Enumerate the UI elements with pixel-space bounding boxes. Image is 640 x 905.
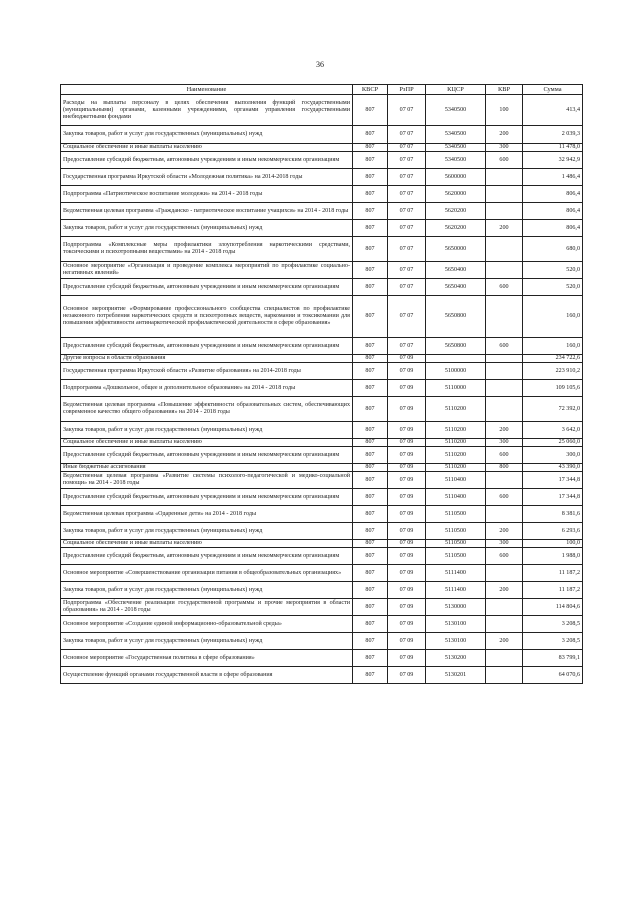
table-row xyxy=(61,355,583,363)
row-kcsr: 5110200 xyxy=(426,464,486,472)
row-kvsr: 807 xyxy=(353,472,388,489)
row-kvr: 600 xyxy=(486,279,523,296)
row-rzpr: 07 07 xyxy=(388,152,426,169)
table-row xyxy=(61,338,583,355)
row-kvsr: 807 xyxy=(353,262,388,279)
row-sum: 680,0 xyxy=(523,237,583,262)
row-kvsr: 807 xyxy=(353,169,388,186)
row-kvsr: 807 xyxy=(353,422,388,439)
row-kcsr xyxy=(426,355,486,363)
row-kcsr: 5111400 xyxy=(426,565,486,582)
header-rzpr: РзПР xyxy=(388,85,426,95)
row-kvr: 600 xyxy=(486,489,523,506)
table-row xyxy=(61,220,583,237)
row-rzpr: 07 07 xyxy=(388,186,426,203)
row-sum: 32 942,9 xyxy=(523,152,583,169)
table-row xyxy=(61,144,583,152)
row-kvsr: 807 xyxy=(353,220,388,237)
table-row xyxy=(61,95,583,126)
row-kvr xyxy=(486,380,523,397)
header-kvsr: КВСР xyxy=(353,85,388,95)
row-name: Социальное обеспечение и иные выплаты населению xyxy=(61,439,353,447)
row-kcsr: 5110500 xyxy=(426,523,486,540)
row-name: Ведомственная целевая программа «Развитие системы психолого-педагогической и медико-социальной помощи» на 2014 - 2018 годы xyxy=(61,472,353,489)
row-kvr xyxy=(486,667,523,684)
table-row xyxy=(61,523,583,540)
row-rzpr: 07 07 xyxy=(388,338,426,355)
row-name: Основное мероприятие «Государственная политика в сфере образования» xyxy=(61,650,353,667)
row-kvr xyxy=(486,472,523,489)
row-sum: 43 390,0 xyxy=(523,464,583,472)
header-kcsr: КЦСР xyxy=(426,85,486,95)
row-sum: 1 486,4 xyxy=(523,169,583,186)
row-sum: 520,0 xyxy=(523,262,583,279)
row-kvr: 200 xyxy=(486,220,523,237)
row-sum: 223 910,2 xyxy=(523,363,583,380)
row-kcsr: 5340500 xyxy=(426,152,486,169)
row-rzpr: 07 09 xyxy=(388,548,426,565)
row-rzpr: 07 09 xyxy=(388,380,426,397)
table-row xyxy=(61,472,583,489)
table-row xyxy=(61,397,583,422)
row-kcsr: 5110400 xyxy=(426,489,486,506)
row-sum: 520,0 xyxy=(523,279,583,296)
table-row xyxy=(61,262,583,279)
header-sum: Сумма xyxy=(523,85,583,95)
row-rzpr: 07 07 xyxy=(388,169,426,186)
row-kvsr: 807 xyxy=(353,338,388,355)
row-kvsr: 807 xyxy=(353,506,388,523)
row-sum: 3 208,5 xyxy=(523,616,583,633)
row-kvsr: 807 xyxy=(353,540,388,548)
row-kvsr: 807 xyxy=(353,633,388,650)
row-rzpr: 07 09 xyxy=(388,599,426,616)
row-sum: 109 105,6 xyxy=(523,380,583,397)
row-sum: 806,4 xyxy=(523,203,583,220)
row-kcsr: 5130100 xyxy=(426,616,486,633)
row-sum: 300,0 xyxy=(523,447,583,464)
row-rzpr: 07 09 xyxy=(388,616,426,633)
row-name: Предоставление субсидий бюджетным, автономным учреждениям и иным некоммерческим организациям xyxy=(61,548,353,565)
row-kvr xyxy=(486,616,523,633)
row-kvr: 200 xyxy=(486,633,523,650)
row-kvr: 300 xyxy=(486,439,523,447)
row-name: Основное мероприятие «Организация и проведение комплекса мероприятий по профилактике социально-негативных явлений» xyxy=(61,262,353,279)
table-row xyxy=(61,540,583,548)
row-name: Закупка товаров, работ и услуг для государственных (муниципальных) нужд xyxy=(61,582,353,599)
table-row xyxy=(61,582,583,599)
row-sum: 6 293,6 xyxy=(523,523,583,540)
row-rzpr: 07 07 xyxy=(388,237,426,262)
row-sum: 11 187,2 xyxy=(523,565,583,582)
row-name: Подпрограмма «Комплексные меры профилактики злоупотребления наркотическими средствами, токсическими и психотропными веществами» на 2014 - 2018 годы xyxy=(61,237,353,262)
table-row xyxy=(61,447,583,464)
row-kvsr: 807 xyxy=(353,582,388,599)
row-name: Ведомственная целевая программа «Одаренные дети» на 2014 - 2018 годы xyxy=(61,506,353,523)
row-sum: 72 392,0 xyxy=(523,397,583,422)
row-rzpr: 07 07 xyxy=(388,262,426,279)
row-kcsr: 5620200 xyxy=(426,220,486,237)
row-kvr xyxy=(486,203,523,220)
row-kvr xyxy=(486,397,523,422)
row-rzpr: 07 09 xyxy=(388,506,426,523)
row-sum: 100,0 xyxy=(523,540,583,548)
row-name: Основное мероприятие «Формирование профессионального сообщества специалистов по профилактике незаконного потребления наркотических средств и психотропных веществ, наркомании и токсикомании для повышения эффективности антинаркотической профилактической деятельности в сфере образования» xyxy=(61,296,353,338)
row-name: Закупка товаров, работ и услуг для государственных (муниципальных) нужд xyxy=(61,523,353,540)
row-kvr: 200 xyxy=(486,422,523,439)
row-kcsr: 5100000 xyxy=(426,363,486,380)
row-name: Предоставление субсидий бюджетным, автономным учреждениям и иным некоммерческим организациям xyxy=(61,152,353,169)
row-kvr xyxy=(486,599,523,616)
table-row xyxy=(61,464,583,472)
row-sum: 8 381,6 xyxy=(523,506,583,523)
row-sum: 1 988,0 xyxy=(523,548,583,565)
row-sum: 17 344,8 xyxy=(523,472,583,489)
row-sum: 413,4 xyxy=(523,95,583,126)
row-rzpr: 07 07 xyxy=(388,296,426,338)
row-kvsr: 807 xyxy=(353,548,388,565)
row-kvsr: 807 xyxy=(353,489,388,506)
row-sum: 160,0 xyxy=(523,338,583,355)
row-kvr xyxy=(486,169,523,186)
row-kvsr: 807 xyxy=(353,616,388,633)
row-sum: 11 187,2 xyxy=(523,582,583,599)
row-kcsr: 5340500 xyxy=(426,126,486,144)
row-sum: 25 060,0 xyxy=(523,439,583,447)
row-sum: 2 039,3 xyxy=(523,126,583,144)
row-sum: 806,4 xyxy=(523,220,583,237)
row-kvr: 300 xyxy=(486,540,523,548)
row-kcsr: 5130200 xyxy=(426,650,486,667)
row-kcsr: 5110500 xyxy=(426,506,486,523)
row-sum: 11 478,0 xyxy=(523,144,583,152)
row-kvsr: 807 xyxy=(353,523,388,540)
row-kcsr: 5130201 xyxy=(426,667,486,684)
table-row xyxy=(61,363,583,380)
row-kcsr: 5620200 xyxy=(426,203,486,220)
row-kcsr: 5110200 xyxy=(426,397,486,422)
row-kcsr: 5600000 xyxy=(426,169,486,186)
row-rzpr: 07 09 xyxy=(388,447,426,464)
row-kvsr: 807 xyxy=(353,650,388,667)
page-number: 36 xyxy=(316,60,324,69)
row-name: Закупка товаров, работ и услуг для государственных (муниципальных) нужд xyxy=(61,220,353,237)
row-sum: 3 642,0 xyxy=(523,422,583,439)
table-row xyxy=(61,633,583,650)
row-kvsr: 807 xyxy=(353,237,388,262)
row-sum: 83 799,1 xyxy=(523,650,583,667)
row-sum: 806,4 xyxy=(523,186,583,203)
table-row xyxy=(61,506,583,523)
row-kvr: 200 xyxy=(486,582,523,599)
row-rzpr: 07 09 xyxy=(388,650,426,667)
row-rzpr: 07 09 xyxy=(388,667,426,684)
table-row xyxy=(61,126,583,144)
row-name: Закупка товаров, работ и услуг для государственных (муниципальных) нужд xyxy=(61,126,353,144)
row-rzpr: 07 09 xyxy=(388,422,426,439)
row-name: Предоставление субсидий бюджетным, автономным учреждениям и иным некоммерческим организациям xyxy=(61,279,353,296)
row-rzpr: 07 07 xyxy=(388,203,426,220)
row-kcsr: 5110200 xyxy=(426,422,486,439)
row-sum: 114 804,6 xyxy=(523,599,583,616)
row-kcsr: 5650800 xyxy=(426,338,486,355)
row-kvr xyxy=(486,262,523,279)
row-kvr xyxy=(486,355,523,363)
row-rzpr: 07 09 xyxy=(388,355,426,363)
row-kvsr: 807 xyxy=(353,152,388,169)
row-name: Подпрограмма «Дошкольное, общее и дополнительное образование» на 2014 - 2018 годы xyxy=(61,380,353,397)
table-row xyxy=(61,439,583,447)
row-kcsr: 5340500 xyxy=(426,95,486,126)
row-kcsr: 5650800 xyxy=(426,296,486,338)
table-row xyxy=(61,380,583,397)
header-name: Наименование xyxy=(61,85,353,95)
row-kvsr: 807 xyxy=(353,279,388,296)
row-sum: 160,0 xyxy=(523,296,583,338)
row-kvsr: 807 xyxy=(353,363,388,380)
row-kvsr: 807 xyxy=(353,565,388,582)
row-name: Основное мероприятие «Создание единой информационно-образовательной среды» xyxy=(61,616,353,633)
row-kvsr: 807 xyxy=(353,203,388,220)
row-kcsr: 5650000 xyxy=(426,237,486,262)
row-kvr: 600 xyxy=(486,548,523,565)
header-kvr: КВР xyxy=(486,85,523,95)
row-name: Закупка товаров, работ и услуг для государственных (муниципальных) нужд xyxy=(61,633,353,650)
row-kvr xyxy=(486,650,523,667)
row-kcsr: 5111400 xyxy=(426,582,486,599)
table-row xyxy=(61,667,583,684)
row-name: Иные бюджетные ассигнования xyxy=(61,464,353,472)
table-row xyxy=(61,279,583,296)
row-name: Закупка товаров, работ и услуг для государственных (муниципальных) нужд xyxy=(61,422,353,439)
row-kcsr: 5110000 xyxy=(426,380,486,397)
row-sum: 3 208,5 xyxy=(523,633,583,650)
row-kvsr: 807 xyxy=(353,397,388,422)
row-name: Предоставление субсидий бюджетным, автономным учреждениям и иным некоммерческим организациям xyxy=(61,338,353,355)
row-name: Осуществление функций органами государственной власти в сфере образования xyxy=(61,667,353,684)
row-rzpr: 07 07 xyxy=(388,95,426,126)
row-kcsr: 5110400 xyxy=(426,472,486,489)
table-row xyxy=(61,422,583,439)
row-kcsr: 5110200 xyxy=(426,447,486,464)
row-kvsr: 807 xyxy=(353,667,388,684)
row-kcsr: 5620000 xyxy=(426,186,486,203)
row-kcsr: 5110500 xyxy=(426,548,486,565)
table-row xyxy=(61,565,583,582)
row-kcsr: 5650400 xyxy=(426,279,486,296)
row-kvr xyxy=(486,363,523,380)
row-kvsr: 807 xyxy=(353,447,388,464)
row-kcsr: 5110200 xyxy=(426,439,486,447)
row-kvsr: 807 xyxy=(353,296,388,338)
table-row xyxy=(61,169,583,186)
table-row xyxy=(61,186,583,203)
row-kcsr: 5130000 xyxy=(426,599,486,616)
row-kvsr: 807 xyxy=(353,144,388,152)
row-kvsr: 807 xyxy=(353,186,388,203)
row-kvsr: 807 xyxy=(353,380,388,397)
row-kvr xyxy=(486,186,523,203)
row-rzpr: 07 09 xyxy=(388,363,426,380)
table-row xyxy=(61,203,583,220)
row-rzpr: 07 09 xyxy=(388,472,426,489)
row-kvsr: 807 xyxy=(353,464,388,472)
row-kcsr: 5130100 xyxy=(426,633,486,650)
row-kvr: 200 xyxy=(486,523,523,540)
row-rzpr: 07 09 xyxy=(388,397,426,422)
row-kvr xyxy=(486,506,523,523)
row-kvsr: 807 xyxy=(353,599,388,616)
row-sum: 17 344,8 xyxy=(523,489,583,506)
row-kvr: 600 xyxy=(486,152,523,169)
row-name: Государственная программа Иркутской области «Молодежная политика» на 2014-2018 годы xyxy=(61,169,353,186)
row-name: Подпрограмма «Обеспечение реализации государственной программы и прочие мероприятия в области образования» на 2014 - 2018 годы xyxy=(61,599,353,616)
row-kvr: 800 xyxy=(486,464,523,472)
row-rzpr: 07 07 xyxy=(388,279,426,296)
table-row xyxy=(61,489,583,506)
row-rzpr: 07 09 xyxy=(388,523,426,540)
row-kcsr: 5650400 xyxy=(426,262,486,279)
table-header-row xyxy=(61,85,583,95)
row-kvr xyxy=(486,296,523,338)
row-kvsr: 807 xyxy=(353,355,388,363)
table-row xyxy=(61,296,583,338)
row-kvr: 600 xyxy=(486,338,523,355)
row-name: Ведомственная целевая программа «Повышение эффективности образовательных систем, обеспечивающих современное качество общего образования» на 2014 - 2018 годы xyxy=(61,397,353,422)
row-kcsr: 5340500 xyxy=(426,144,486,152)
row-kvr: 300 xyxy=(486,144,523,152)
row-kvr: 600 xyxy=(486,447,523,464)
row-kvr: 200 xyxy=(486,126,523,144)
row-name: Расходы на выплаты персоналу в целях обеспечения выполнения функций государственными (муниципальными) органами, казенными учреждениями, органами управления государственными внебюджетными фондами xyxy=(61,95,353,126)
row-rzpr: 07 09 xyxy=(388,540,426,548)
row-kvsr: 807 xyxy=(353,95,388,126)
table-row xyxy=(61,650,583,667)
row-sum: 234 722,6 xyxy=(523,355,583,363)
row-name: Подпрограмма «Патриотическое воспитание молодежи» на 2014 - 2018 годы xyxy=(61,186,353,203)
budget-table xyxy=(60,84,583,684)
row-name: Государственная программа Иркутской области «Развитие образования» на 2014-2018 годы xyxy=(61,363,353,380)
row-name: Ведомственная целевая программа «Гражданско - патриотическое воспитание учащихся» на 2014 - 2018 годы xyxy=(61,203,353,220)
row-kvr xyxy=(486,237,523,262)
table-row xyxy=(61,152,583,169)
row-name: Основное мероприятие «Совершенствование организации питания в общеобразовательных организациях» xyxy=(61,565,353,582)
row-kvsr: 807 xyxy=(353,439,388,447)
table-row xyxy=(61,599,583,616)
row-sum: 64 070,6 xyxy=(523,667,583,684)
row-name: Социальное обеспечение и иные выплаты населению xyxy=(61,144,353,152)
row-kvr: 100 xyxy=(486,95,523,126)
row-rzpr: 07 09 xyxy=(388,439,426,447)
row-rzpr: 07 07 xyxy=(388,126,426,144)
row-kvr xyxy=(486,565,523,582)
table-row xyxy=(61,616,583,633)
row-rzpr: 07 07 xyxy=(388,220,426,237)
table-row xyxy=(61,548,583,565)
row-name: Предоставление субсидий бюджетным, автономным учреждениям и иным некоммерческим организациям xyxy=(61,447,353,464)
row-kcsr: 5110500 xyxy=(426,540,486,548)
row-rzpr: 07 09 xyxy=(388,633,426,650)
row-kvsr: 807 xyxy=(353,126,388,144)
row-rzpr: 07 07 xyxy=(388,144,426,152)
row-name: Социальное обеспечение и иные выплаты населению xyxy=(61,540,353,548)
row-name: Предоставление субсидий бюджетным, автономным учреждениям и иным некоммерческим организациям xyxy=(61,489,353,506)
row-rzpr: 07 09 xyxy=(388,464,426,472)
row-rzpr: 07 09 xyxy=(388,565,426,582)
row-rzpr: 07 09 xyxy=(388,489,426,506)
row-rzpr: 07 09 xyxy=(388,582,426,599)
row-name: Другие вопросы в области образования xyxy=(61,355,353,363)
table-row xyxy=(61,237,583,262)
